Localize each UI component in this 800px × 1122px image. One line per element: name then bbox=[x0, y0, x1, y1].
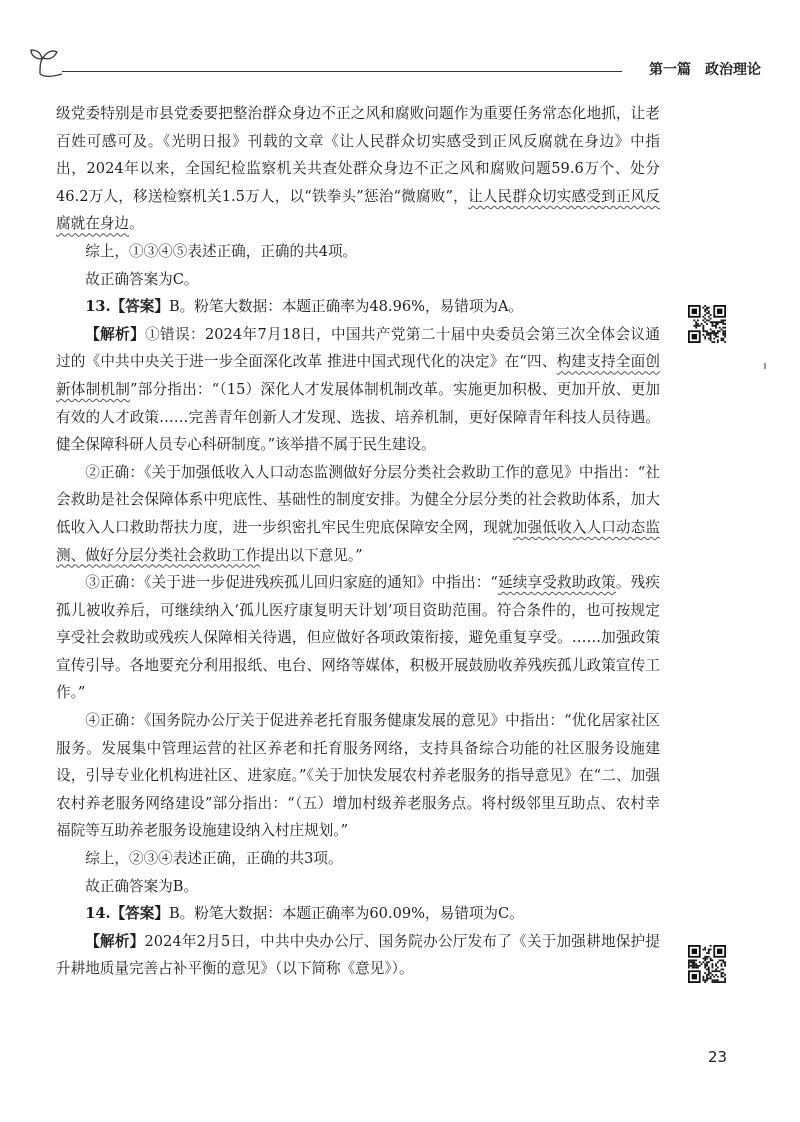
paragraph: ③正确：《关于进一步促进残疾孤儿回归家庭的通知》中指出：“延续享受救助政策。残疾孤儿被收养后，可继续纳入‘孤儿医疗康复明天计划’项目资助范围。符合条件的，也可按规定享受社会救助或残疾人保障相关待遇，但应做好各项政策衔接，避免重复享受。……加强政策宣传引导。各地要充分利用报纸、电台、网络等媒体，积极开展鼓励收养残疾孤儿政策宣传工作。” bbox=[56, 574, 660, 702]
emphasis-underline: 延续享受救助政策 bbox=[497, 574, 616, 592]
qr-code-icon[interactable] bbox=[688, 945, 726, 983]
paragraph-summary: 综上，①③④⑤表述正确，正确的共4项。 bbox=[85, 242, 358, 260]
section-title: 第一篇 政治理论 bbox=[649, 62, 761, 78]
answer-label: 13.【答案】 bbox=[85, 298, 169, 316]
paragraph: 级党委特别是市县党委要把整治群众身边不正之风和腐败问题作为重要任务常态化地抓，让老百姓可感可及。《光明日报》刊载的文章《让人民群众切实感受到正风反腐就在身边》中指出，2024年以来，全国纪检监察机关共查处群众身边不正之风和腐败问题59.6万个、处分46.2万人，移送检察机关1.5万人，以“铁拳头”惩治“微腐败”，让人民群众切实感受到正风反腐就在身边。 bbox=[56, 105, 660, 233]
answer-14: 14.【答案】B。粉笔大数据：本题正确率为60.09%，易错项为C。 bbox=[85, 905, 524, 923]
paragraph-answer: 故正确答案为C。 bbox=[85, 270, 199, 288]
paragraph-answer: 故正确答案为B。 bbox=[85, 877, 199, 895]
analysis-label: 【解析】 bbox=[85, 325, 146, 343]
emphasis-underline: 让人民群众切实感受到正风反腐就在身边 bbox=[56, 187, 660, 233]
analysis-13: 【解析】①错误：2024年7月18日，中国共产党第二十届中央委员会第三次全体会议通过的《中共中央关于进一步全面深化改革 推进中国式现代化的决定》在“四、构建支持全面创新体制机制”部分指出：“（15）深化人才发展体制机制改革。实施更加积极、更加开放、更加有效的人才政策……完善青年创新人才发现、选拔、培养机制，更好保障青年科技人员待遇。健全保障科研人员专心科研制度。”该举措不属于民生建设。 bbox=[56, 325, 660, 454]
answer-label: 14.【答案】 bbox=[85, 905, 169, 923]
answer-13: 13.【答案】B。粉笔大数据：本题正确率为48.96%，易错项为A。 bbox=[85, 298, 524, 316]
analysis-label: 【解析】 bbox=[85, 932, 145, 950]
page-body bbox=[56, 100, 660, 983]
paragraph: ④正确：《国务院办公厅关于促进养老托育服务健康发展的意见》中指出：“优化居家社区服务。发展集中管理运营的社区养老和托育服务网络，支持具备综合功能的社区服务设施建设，引导专业化机构进社区、进家庭。”《关于加快发展农村养老服务的指导意见》在“二、加强农村养老服务网络建设”部分指出：“（五）增加村级养老服务点。将村级邻里互助点、农村幸福院等互助养老服务设施建设纳入村庄规划。” bbox=[56, 712, 660, 840]
margin-mark bbox=[764, 363, 766, 369]
page-number: 23 bbox=[708, 1048, 728, 1066]
header-rule bbox=[62, 71, 622, 72]
emphasis-underline: 加强低收入人口动态监测、做好分层分类社会救助工作 bbox=[56, 518, 660, 564]
sprout-icon bbox=[26, 46, 62, 80]
analysis-14: 【解析】2024年2月5日，中共中央办公厅、国务院办公厅发布了《关于加强耕地保护提升耕地质量完善占补平衡的意见》（以下简称《意见》）。 bbox=[56, 932, 660, 978]
paragraph-summary: 综上，②③④表述正确，正确的共3项。 bbox=[85, 850, 343, 868]
paragraph: ②正确：《关于加强低收入人口动态监测做好分层分类社会救助工作的意见》中指出：“社会救助是社会保障体系中兜底性、基础性的制度安排。为健全分层分类的社会救助体系，加大低收入人口救助帮扶力度，进一步织密扎牢民生兜底保障安全网，现就加强低收入人口动态监测、做好分层分类社会救助工作提出以下意见。” bbox=[56, 463, 660, 564]
page-header bbox=[26, 44, 761, 84]
qr-code-icon[interactable] bbox=[688, 305, 726, 343]
emphasis-underline: 构建支持全面创新体制机制 bbox=[56, 353, 660, 398]
